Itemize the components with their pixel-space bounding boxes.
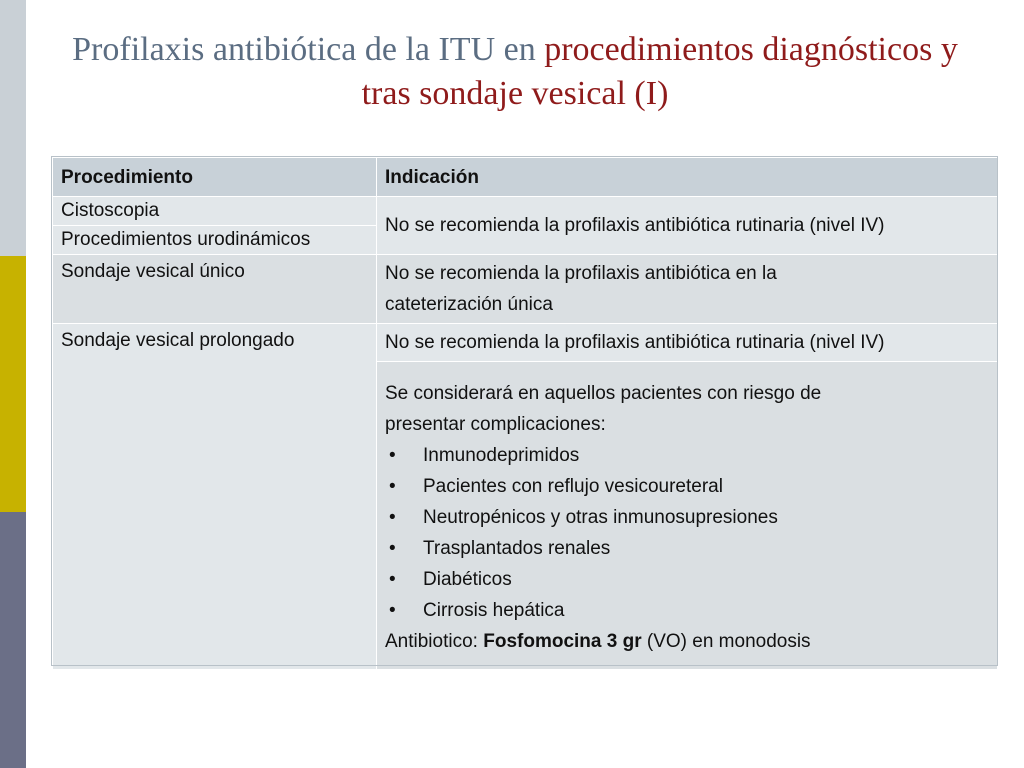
cell-sondaje-prolongado-indicacion: No se recomienda la profilaxis antibiótica rutinaria (nivel IV) — [377, 324, 998, 362]
considerar-line-1: Se considerará en aquellos pacientes con riesgo de — [385, 383, 822, 404]
sondaje-unico-line-1: No se recomienda la profilaxis antibiótica en la — [385, 263, 777, 284]
cell-sondaje-unico: Sondaje vesical único — [53, 255, 377, 324]
title-part-1: Profilaxis antibiótica de la ITU en — [72, 31, 545, 68]
slide-title — [60, 28, 970, 116]
side-band-slate — [0, 512, 26, 768]
table-row — [53, 324, 998, 362]
table-row — [53, 255, 998, 324]
antibiotico-line — [385, 626, 989, 657]
header-indicacion: Indicación — [377, 158, 998, 197]
side-band-grey — [0, 0, 26, 256]
cell-urodinamicos: Procedimientos urodinámicos — [53, 226, 377, 255]
list-item: • Inmunodeprimidos — [385, 440, 989, 471]
list-item: • Trasplantados renales — [385, 533, 989, 564]
table-row — [53, 197, 998, 226]
cell-cistoscopia: Cistoscopia — [53, 197, 377, 226]
risk-list — [385, 440, 989, 626]
antibiotico-label: Antibiotico: — [385, 631, 484, 652]
cell-sondaje-unico-indicacion — [377, 255, 998, 324]
prophylaxis-table — [52, 157, 998, 670]
title-part-2: procedimientos diagnósticos y tras sondaje vesical (I) — [361, 31, 958, 112]
list-item: • Cirrosis hepática — [385, 595, 989, 626]
cell-shared-indicacion: No se recomienda la profilaxis antibiótica rutinaria (nivel IV) — [377, 197, 998, 255]
considerar-line-2: presentar complicaciones: — [385, 414, 606, 435]
list-item: • Pacientes con reflujo vesicoureteral — [385, 471, 989, 502]
side-band-gold — [0, 256, 26, 512]
antibiotico-rest: (VO) en monodosis — [641, 631, 811, 652]
table-header-row — [53, 158, 998, 197]
list-item: • Neutropénicos y otras inmunosupresiones — [385, 502, 989, 533]
list-item: • Diabéticos — [385, 564, 989, 595]
cell-sondaje-prolongado: Sondaje vesical prolongado — [53, 324, 377, 670]
antibiotico-drug: Fosfomocina 3 gr — [483, 631, 642, 652]
header-procedimiento: Procedimiento — [53, 158, 377, 197]
cell-considerar — [377, 362, 998, 670]
sondaje-unico-line-2: cateterización única — [385, 294, 553, 315]
